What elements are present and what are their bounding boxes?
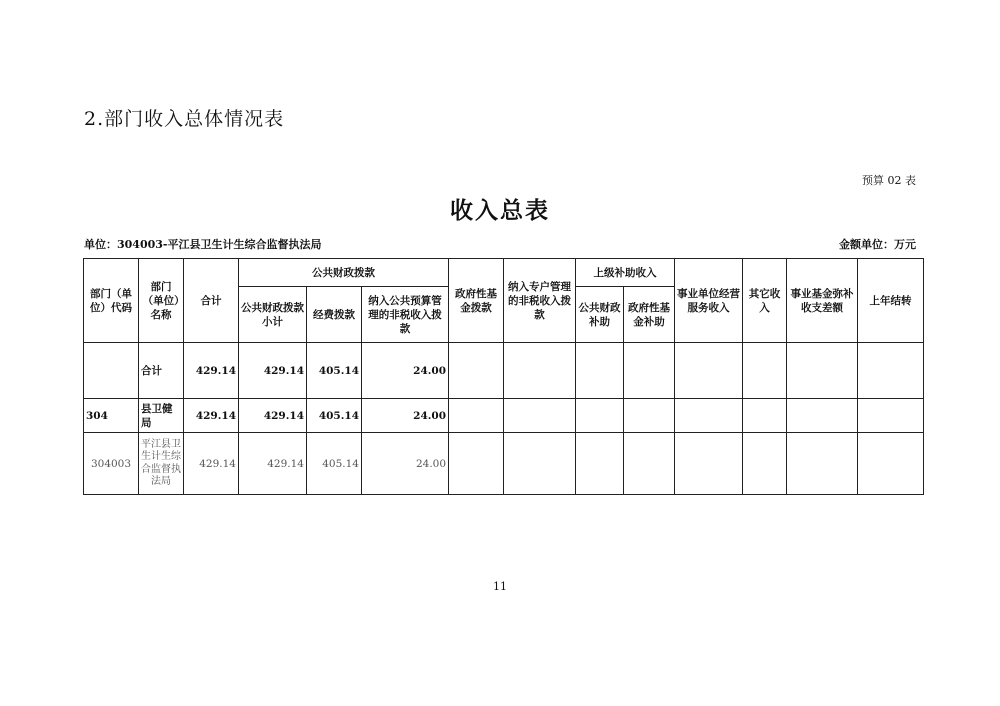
header-operating-funds: 经费拨款	[307, 287, 362, 343]
header-business-income: 事业单位经营服务收入	[675, 259, 743, 343]
dept-name-cell: 平江县卫生计生综合监督执法局	[139, 433, 184, 495]
total-cell: 429.14	[184, 399, 239, 433]
header-public-finance: 公共财政拨款	[239, 259, 449, 287]
header-carryover: 上年结转	[858, 259, 924, 343]
dept-code-cell: 304003	[84, 433, 139, 495]
table-row	[84, 433, 924, 495]
pf-subtotal-cell: 429.14	[239, 343, 307, 399]
operating-cell: 405.14	[307, 433, 362, 495]
header-other-income: 其它收入	[743, 259, 787, 343]
unit-line: 单位：304003-平江县卫生计生综合监督执法局	[84, 238, 322, 251]
table-row	[84, 343, 924, 399]
header-special-nontax: 纳入专户管理的非税收入拨款	[504, 259, 576, 343]
table-title: 收入总表	[450, 198, 550, 224]
header-pf-subtotal: 公共财政拨款小计	[239, 287, 307, 343]
nontax-cell: 24.00	[362, 399, 449, 433]
header-fund-supplement: 事业基金弥补收支差额	[787, 259, 858, 343]
header-public-finance-subsidy: 公共财政补助	[576, 287, 624, 343]
dept-code-cell: 304	[84, 399, 139, 433]
nontax-cell: 24.00	[362, 433, 449, 495]
pf-subtotal-cell: 429.14	[239, 433, 307, 495]
header-superior-subsidy: 上级补助收入	[576, 259, 675, 287]
table-row	[84, 399, 924, 433]
header-dept-code: 部门（单位）代码	[84, 259, 139, 343]
header-nontax-budget: 纳入公共预算管理的非税收入拨款	[362, 287, 449, 343]
header-dept-name: 部门（单位）名称	[139, 259, 184, 343]
income-table	[83, 258, 924, 495]
table-code: 预算 02 表	[862, 174, 916, 187]
amount-unit: 金额单位：万元	[839, 238, 916, 251]
page-number: 11	[493, 580, 507, 593]
dept-name-cell: 县卫健局	[139, 399, 184, 433]
total-cell: 429.14	[184, 433, 239, 495]
header-row	[84, 259, 924, 287]
operating-cell: 405.14	[307, 343, 362, 399]
header-gov-fund: 政府性基金拨款	[449, 259, 504, 343]
header-gov-fund-subsidy: 政府性基金补助	[624, 287, 675, 343]
total-cell: 429.14	[184, 343, 239, 399]
nontax-cell: 24.00	[362, 343, 449, 399]
operating-cell: 405.14	[307, 399, 362, 433]
dept-code-cell	[84, 343, 139, 399]
header-total: 合计	[184, 259, 239, 343]
pf-subtotal-cell: 429.14	[239, 399, 307, 433]
dept-name-cell: 合计	[139, 343, 184, 399]
section-heading: 2.部门收入总体情况表	[84, 108, 285, 130]
